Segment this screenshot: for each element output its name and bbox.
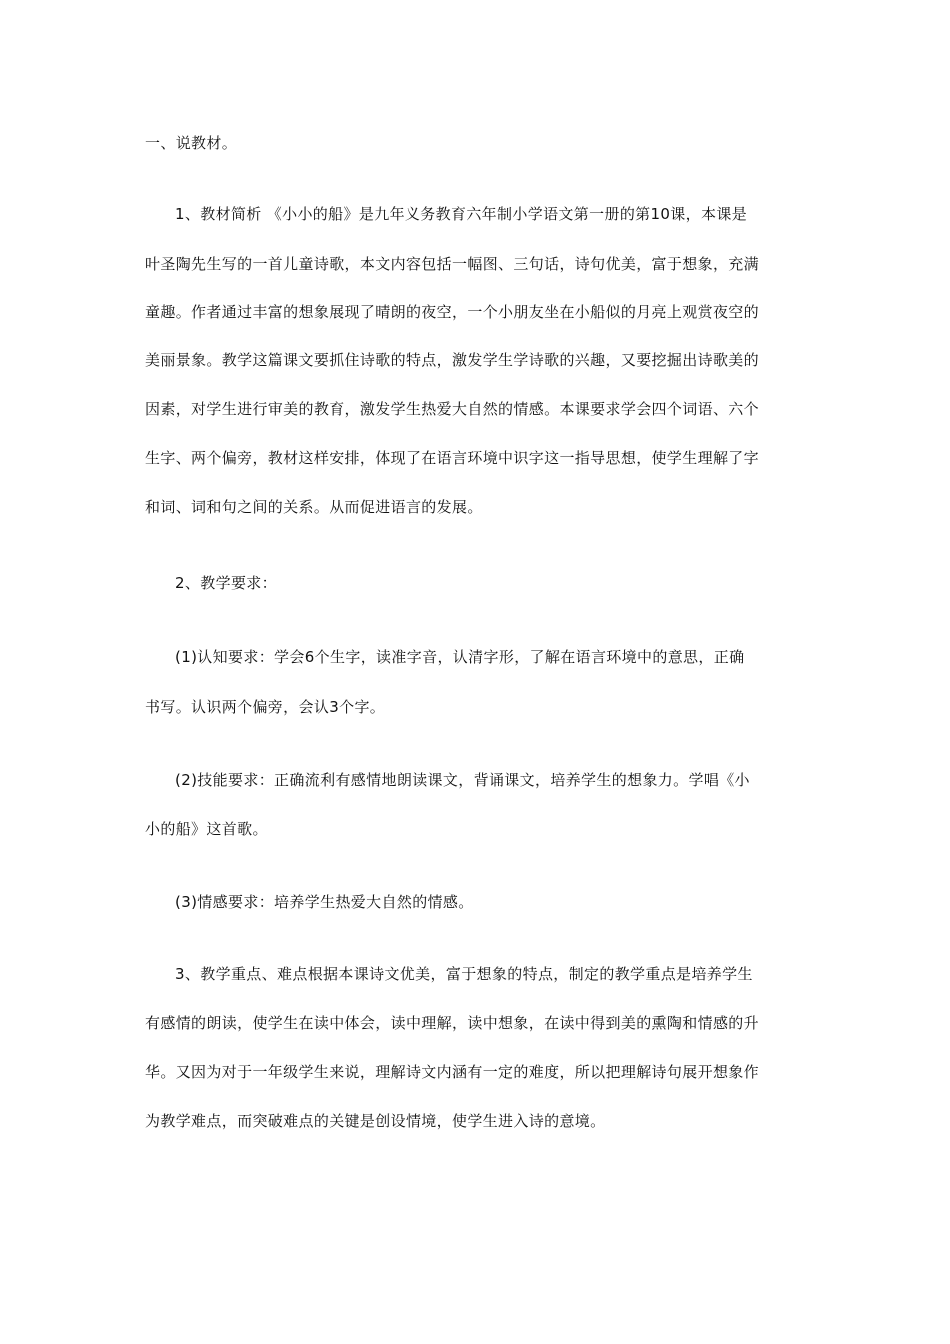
paragraph-line: 书写。认识两个偏旁，会认3个字。 <box>145 698 386 716</box>
paragraph-line: 因素，对学生进行审美的教育，激发学生热爱大自然的情感。本课要求学会四个词语、六个 <box>145 400 760 418</box>
paragraph-line: (1)认知要求：学会6个生字，读准字音，认清字形，了解在语言环境中的意思，正确 <box>175 648 745 666</box>
paragraph-line: 童趣。作者通过丰富的想象展现了晴朗的夜空，一个小朋友坐在小船似的月亮上观赏夜空的 <box>145 303 760 321</box>
paragraph-line: 和词、词和句之间的关系。从而促进语言的发展。 <box>145 498 483 516</box>
section-heading: 一、说教材。 <box>145 134 238 152</box>
paragraph-line: 为教学难点，而突破难点的关键是创设情境，使学生进入诗的意境。 <box>145 1112 606 1130</box>
paragraph-line: 华。又因为对于一年级学生来说，理解诗文内涵有一定的难度，所以把理解诗句展开想象作 <box>145 1063 760 1081</box>
paragraph-line: 3、教学重点、难点根据本课诗文优美，富于想象的特点，制定的教学重点是培养学生 <box>175 965 753 983</box>
paragraph-line: 1、教材简析 《小小的船》是九年义务教育六年制小学语文第一册的第10课，本课是 <box>175 205 748 223</box>
subsection-title: 2、教学要求： <box>175 574 277 592</box>
paragraph-line: (2)技能要求：正确流利有感情地朗读课文，背诵课文，培养学生的想象力。学唱《小 <box>175 771 750 789</box>
paragraph-line: 有感情的朗读，使学生在读中体会，读中理解，读中想象，在读中得到美的熏陶和情感的升 <box>145 1014 760 1032</box>
paragraph-line: 叶圣陶先生写的一首儿童诗歌，本文内容包括一幅图、三句话，诗句优美，富于想象，充满 <box>145 255 760 273</box>
paragraph-line: 生字、两个偏旁，教材这样安排，体现了在语言环境中识字这一指导思想，使学生理解了字 <box>145 449 760 467</box>
paragraph-line: 小的船》这首歌。 <box>145 820 268 838</box>
paragraph-line: (3)情感要求：培养学生热爱大自然的情感。 <box>175 893 474 911</box>
paragraph-line: 美丽景象。教学这篇课文要抓住诗歌的特点，激发学生学诗歌的兴趣，又要挖掘出诗歌美的 <box>145 351 760 369</box>
